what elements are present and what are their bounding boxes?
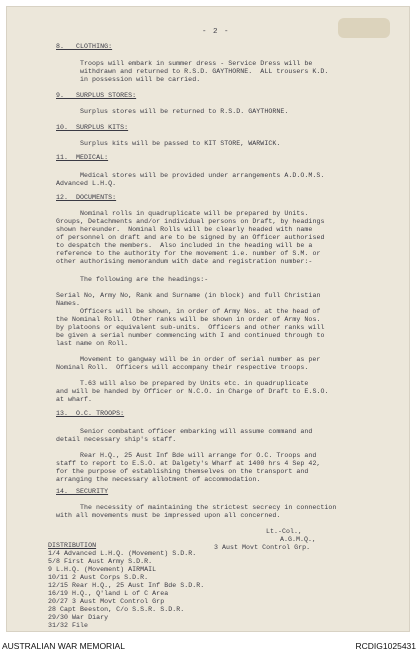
text-line: of personnel on draft and are to be signed by an Officer authorised [56, 234, 325, 241]
text-line: by platoons or equivalent sub-units. Officers and other ranks will [56, 324, 325, 331]
text-line: withdrawn and returned to R.S.D. GAYTHORNE. ALL trousers K.D. [80, 68, 329, 75]
archive-name: AUSTRALIAN WAR MEMORIAL [2, 641, 125, 651]
text-line: Lt.-Col., [266, 528, 303, 535]
text-line: Surplus stores will be returned to R.S.D. GAYTHORNE. [80, 108, 289, 115]
text-line: Nominal rolls in quadruplicate will be prepared by Units. [80, 210, 309, 217]
text-line: Nominal Roll. Officers will accompany their respective troops. [56, 364, 309, 371]
text-line: Senior combatant officer embarking will assume command and [80, 428, 313, 435]
section-heading: 9. SURPLUS STORES: [56, 92, 137, 99]
text-line: The necessity of maintaining the strictest secrecy in connection [80, 504, 337, 511]
text-line: Troops will embark in summer dress - Service Dress will be [80, 60, 313, 67]
section-heading: DISTRIBUTION [48, 542, 97, 549]
text-line: 9 L.H.Q. (Movement) AIRMAIL [48, 566, 157, 573]
text-line: at wharf. [56, 396, 93, 403]
text-line: detail necessary ship's staff. [56, 436, 177, 443]
text-line: staff to report to E.S.O. at Dalgety's Wharf at 1400 hrs 4 Sep 42, [56, 460, 321, 467]
section-heading: 13. O.C. TROOPS: [56, 410, 125, 417]
text-line: reference to the authority for the movement i.e. number of S.M. or [56, 250, 321, 257]
text-line: Names. [56, 300, 81, 307]
page-number: - 2 - [202, 28, 230, 36]
text-line: Officers will be shown, in order of Army Nos. at the head of [80, 308, 321, 315]
text-line: 12/15 Rear H.Q., 25 Aust Inf Bde S.D.R. [48, 582, 205, 589]
document-page [6, 6, 410, 632]
text-line: with all movements must be impressed upon all concerned. [56, 512, 281, 519]
text-line: Movement to gangway will be in order of serial number as per [80, 356, 321, 363]
section-heading: 11. MEDICAL: [56, 154, 109, 161]
text-line: 20/27 3 Aust Movt Control Grp [48, 598, 165, 605]
text-line: Medical stores will be provided under arrangements A.D.O.M.S. [80, 172, 325, 179]
text-line: and will be handed by Officer or N.C.O. in Charge of Draft to E.S.O. [56, 388, 329, 395]
section-heading: 8. CLOTHING: [56, 43, 113, 50]
text-line: Advanced L.H.Q. [56, 180, 117, 187]
text-line: other authorising memorandum with date and registration number:- [56, 258, 313, 265]
text-line: Surplus kits will be passed to KIT STORE, WARWICK. [80, 140, 281, 147]
text-line: the Nominal Roll. Other ranks will be shown in order of Army Nos. [56, 316, 321, 323]
archive-reference: RCDIG1025431 [355, 641, 416, 651]
text-line: 31/32 File [48, 622, 89, 629]
text-line: Serial No, Army No, Rank and Surname (in block) and full Christian [56, 292, 321, 299]
text-line: to despatch the members. Also included in the heading will be a [56, 242, 313, 249]
text-line: The following are the headings:- [80, 276, 209, 283]
text-line: arranging the necessary allotment of accommodation. [56, 476, 261, 483]
text-line: 16/19 H.Q., Q'land L of C Area [48, 590, 169, 597]
text-line: A.G.M.Q., [280, 536, 317, 543]
text-line: 29/30 War Diary [48, 614, 109, 621]
paper-stain [338, 18, 390, 38]
section-heading: 10. SURPLUS KITS: [56, 124, 129, 131]
text-line: 10/11 2 Aust Corps S.D.R. [48, 574, 149, 581]
text-line: in possession will be carried. [80, 76, 201, 83]
text-line: for the purpose of establishing themselves on the transport and [56, 468, 309, 475]
text-line: shown hereunder. Nominal Rolls will be clearly headed with name [56, 226, 313, 233]
text-line: 3 Aust Movt Control Grp. [214, 544, 311, 551]
archive-footer [0, 636, 420, 654]
text-line: T.63 will also be prepared by Units etc. in quadruplicate [80, 380, 309, 387]
text-line: 5/8 First Aust Army S.D.R. [48, 558, 153, 565]
section-heading: 14. SECURITY [56, 488, 109, 495]
text-line: Groups, Detachments and/or individual persons on Draft, by headings [56, 218, 325, 225]
text-line: last name on Roll. [56, 340, 129, 347]
text-line: Rear H.Q., 25 Aust Inf Bde will arrange for O.C. Troops and [80, 452, 317, 459]
text-line: 1/4 Advanced L.H.Q. (Movement) S.D.R. [48, 550, 197, 557]
section-heading: 12. DOCUMENTS: [56, 194, 117, 201]
text-line: 28 Capt Beeston, C/o S.S.R. S.D.R. [48, 606, 185, 613]
text-line: be given a serial number commencing with I and continued through to [56, 332, 325, 339]
